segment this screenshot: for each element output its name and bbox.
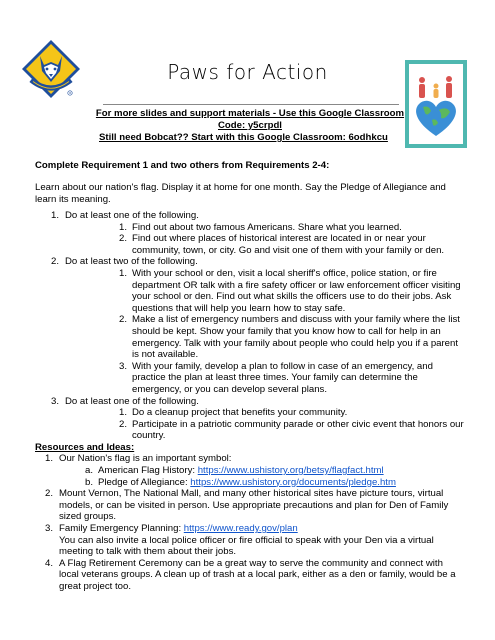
sub-requirement-item [65,268,465,314]
list-number: 2. [118,418,127,430]
sub-requirement-text: Participate in a patriotic community parade or other civic event that honors our country. [132,418,464,442]
bobcat-classroom-line: Still need Bobcat?? Start with this Google Classroom: 6odhkcu [99,132,388,143]
resource-text: Our Nation's flag is an important symbol: [59,453,232,465]
title-divider [103,104,399,105]
sub-requirement-text: Make a list of emergency numbers and discuss with your family where the list should be kept. Show your family that you know how to call for help in an emergency. Talk with your family about people who could help you if a parent is not available. [132,314,460,361]
sub-requirement-text: With your family, develop a plan to follow in case of an emergency, and practice the plan at least three times. Your family can determine the emergency, or you can develop several plans. [132,360,433,395]
requirements-heading: Complete Requirement 1 and two others from Requirements 2-4: [35,160,330,171]
list-number: 2. [44,488,53,500]
classroom-line: For more slides and support materials - Use this Google Classroom [95,108,405,119]
requirement-text: Do at least one of the following. [65,210,199,221]
sub-requirement-text: Do a cleanup project that benefits your community. [132,407,348,419]
resource-text: You can also invite a local police officer or fire official to speak with your Den via a virtual meeting to talk with them about their jobs. [59,534,434,558]
list-number: 3. [50,395,59,407]
resource-text: A Flag Retirement Ceremony can be a great way to serve the community and connect with local veterans groups. A clean up of trash at a local park, either as a den or family, would be a great project too. [59,557,456,592]
resource-item [35,488,465,523]
sub-requirement-text: Find out where places of historical interest are located in or near your community, town, or city. Go and visit one of them with your family or den. [132,233,445,256]
resources-list [35,453,465,465]
pledge-link[interactable]: https://www.ushistory.org/documents/pledge.htm [190,476,396,488]
list-number: 1. [50,210,59,221]
requirement-item [35,396,465,442]
resource-label: American Flag History: [98,465,198,477]
requirement-item [35,210,465,256]
flag-resources-list [35,465,465,488]
classroom-info [60,108,440,144]
sub-requirement-item [65,233,465,256]
ready-gov-link[interactable]: https://www.ready.gov/plan [183,523,298,535]
requirement-text: Do at least one of the following. [65,395,199,407]
sub-requirement-item [65,419,465,442]
sub-requirement-text: Find out about two famous Americans. Share what you learned. [132,221,402,233]
requirements-list [35,210,465,442]
sub-requirement-item [65,361,465,396]
resources-heading: Resources and Ideas: [35,441,135,453]
resource-label: Pledge of Allegiance: [98,476,191,488]
requirements-body [35,210,465,593]
classroom-code: Code: y5crpdl [218,120,282,131]
list-number: 2. [50,256,59,268]
resource-item [35,558,465,593]
resource-subitem [35,477,465,489]
requirement-item [35,256,465,395]
sub-requirement-item [65,314,465,360]
list-number: 1. [118,221,127,233]
page-title: Paws for Action [167,60,328,84]
svg-text:R: R [69,91,72,96]
resource-item [35,523,465,558]
list-number: 1. [118,267,127,279]
list-number: 1. [118,407,127,419]
list-number: 2. [118,314,127,326]
sub-requirement-text: With your school or den, visit a local sheriff's office, police station, or fire department OR talk with a fire safety officer or law enforcement officer visiting your school or den. Find out what skills the officers use to do their jobs. Ask questions that will help you learn how to stay safe. [132,267,461,314]
list-number: 2. [118,233,127,245]
resource-label: Family Emergency Planning: [59,523,184,535]
requirement-text: Do at least two of the following. [65,256,198,268]
resources-list-continued [35,488,465,592]
sub-requirement-item [65,222,465,234]
flag-history-link[interactable]: https://www.ushistory.org/betsy/flagfact.html [197,465,384,477]
list-letter: b. [84,476,93,488]
requirement-intro: Learn about our nation's flag. Display it at home for one month. Say the Pledge of Allegiance and learn its meaning. [35,182,446,206]
list-number: 4. [44,557,53,569]
list-number: 3. [118,360,127,372]
list-number: 1. [44,453,53,465]
resource-subitem [35,465,465,477]
sub-requirement-item [65,407,465,419]
resource-item [35,453,465,465]
list-letter: a. [84,465,93,477]
list-number: 3. [44,523,53,535]
resource-text: Mount Vernon, The National Mall, and many other historical sites have picture tours, virtual models, or can be visited in person. Use appropriate precautions and plan for Den of Family sized groups. [59,488,449,523]
